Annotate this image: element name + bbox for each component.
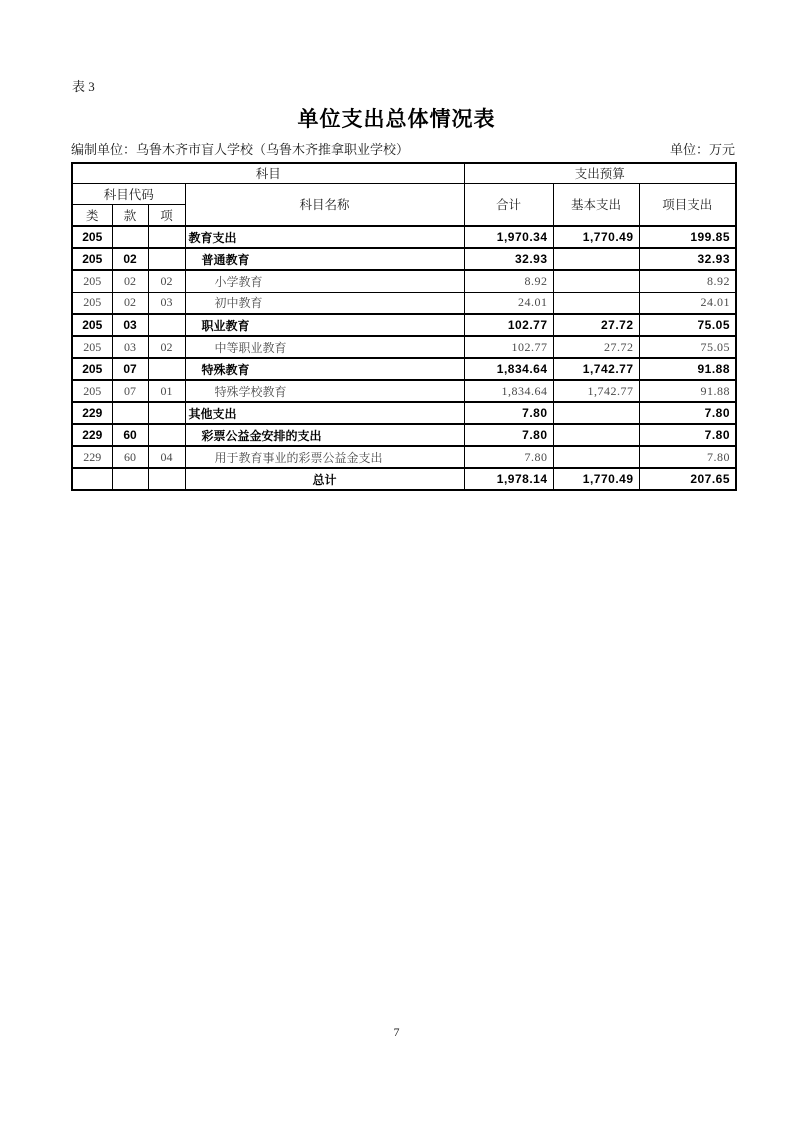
- header-col-item: 项: [148, 204, 185, 226]
- code-section-cell: 03: [112, 336, 148, 358]
- code-class-cell: 205: [72, 248, 112, 270]
- subject-name-cell: 教育支出: [185, 226, 464, 248]
- code-class-cell: [72, 468, 112, 490]
- table-row: [72, 226, 736, 248]
- subject-name-cell: 初中教育: [185, 292, 464, 314]
- table-body: [72, 226, 736, 490]
- code-section-cell: [112, 226, 148, 248]
- code-class-cell: 205: [72, 314, 112, 336]
- table-row: [72, 402, 736, 424]
- header-subject-name: 科目名称: [185, 183, 464, 226]
- code-item-cell: 01: [148, 380, 185, 402]
- total-cell: 1,970.34: [464, 226, 553, 248]
- basic-cell: [553, 402, 639, 424]
- table-row: [72, 446, 736, 468]
- project-cell: 91.88: [639, 380, 736, 402]
- page-number: 7: [393, 1025, 400, 1039]
- basic-cell: 27.72: [553, 336, 639, 358]
- unit-label: 单位：万元: [669, 142, 735, 157]
- code-class-cell: 229: [72, 446, 112, 468]
- page-title: 单位支出总体情况表: [297, 108, 496, 131]
- expenditure-table: [71, 162, 737, 491]
- code-section-cell: 60: [112, 424, 148, 446]
- project-cell: 7.80: [639, 402, 736, 424]
- basic-cell: 27.72: [553, 314, 639, 336]
- code-class-cell: 229: [72, 402, 112, 424]
- total-cell: 7.80: [464, 446, 553, 468]
- table-row: [72, 358, 736, 380]
- basic-cell: 1,770.49: [553, 468, 639, 490]
- total-cell: 8.92: [464, 270, 553, 292]
- table-row: [72, 248, 736, 270]
- total-cell: 1,978.14: [464, 468, 553, 490]
- subject-name-cell: 总计: [185, 468, 464, 490]
- project-cell: 7.80: [639, 424, 736, 446]
- header-col-section: 款: [112, 204, 148, 226]
- total-cell: 102.77: [464, 314, 553, 336]
- basic-cell: [553, 248, 639, 270]
- basic-cell: 1,742.77: [553, 358, 639, 380]
- code-section-cell: [112, 402, 148, 424]
- code-section-cell: 03: [112, 314, 148, 336]
- project-cell: 24.01: [639, 292, 736, 314]
- basic-cell: 1,770.49: [553, 226, 639, 248]
- basic-cell: [553, 270, 639, 292]
- code-class-cell: 205: [72, 358, 112, 380]
- code-class-cell: 205: [72, 292, 112, 314]
- code-section-cell: 07: [112, 380, 148, 402]
- project-cell: 7.80: [639, 446, 736, 468]
- header-subject-code: 科目代码: [72, 183, 185, 204]
- header-col-class: 类: [72, 204, 112, 226]
- basic-cell: [553, 446, 639, 468]
- table-row: [72, 336, 736, 358]
- subject-name-cell: 彩票公益金安排的支出: [185, 424, 464, 446]
- basic-cell: 1,742.77: [553, 380, 639, 402]
- code-section-cell: 02: [112, 270, 148, 292]
- prepared-by-label: 编制单位：乌鲁木齐市盲人学校（乌鲁木齐推拿职业学校）: [71, 142, 410, 157]
- code-section-cell: [112, 468, 148, 490]
- code-section-cell: 02: [112, 292, 148, 314]
- total-cell: 7.80: [464, 402, 553, 424]
- subject-name-cell: 中等职业教育: [185, 336, 464, 358]
- basic-cell: [553, 424, 639, 446]
- total-cell: 24.01: [464, 292, 553, 314]
- code-class-cell: 205: [72, 270, 112, 292]
- code-class-cell: 205: [72, 336, 112, 358]
- project-cell: 75.05: [639, 336, 736, 358]
- total-cell: 102.77: [464, 336, 553, 358]
- code-item-cell: [148, 358, 185, 380]
- subject-name-cell: 用于教育事业的彩票公益金支出: [185, 446, 464, 468]
- project-cell: 199.85: [639, 226, 736, 248]
- info-line: [71, 139, 735, 158]
- table-number-label: 表 3: [72, 79, 95, 94]
- table-row: [72, 270, 736, 292]
- header-total: 合计: [464, 183, 553, 226]
- code-item-cell: [148, 402, 185, 424]
- project-cell: 75.05: [639, 314, 736, 336]
- code-item-cell: [148, 226, 185, 248]
- header-budget-group: 支出预算: [464, 163, 736, 183]
- code-class-cell: 229: [72, 424, 112, 446]
- header-project: 项目支出: [639, 183, 736, 226]
- total-cell: 1,834.64: [464, 380, 553, 402]
- subject-name-cell: 特殊教育: [185, 358, 464, 380]
- subject-name-cell: 特殊学校教育: [185, 380, 464, 402]
- code-item-cell: 02: [148, 270, 185, 292]
- code-section-cell: 02: [112, 248, 148, 270]
- total-cell: 7.80: [464, 424, 553, 446]
- subject-name-cell: 小学教育: [185, 270, 464, 292]
- table-header: [72, 163, 736, 226]
- header-subject-group: 科目: [72, 163, 464, 183]
- code-item-cell: 03: [148, 292, 185, 314]
- code-item-cell: 04: [148, 446, 185, 468]
- code-section-cell: 60: [112, 446, 148, 468]
- basic-cell: [553, 292, 639, 314]
- project-cell: 32.93: [639, 248, 736, 270]
- table-row: [72, 380, 736, 402]
- code-item-cell: [148, 314, 185, 336]
- subject-name-cell: 普通教育: [185, 248, 464, 270]
- code-item-cell: [148, 468, 185, 490]
- project-cell: 8.92: [639, 270, 736, 292]
- total-cell: 32.93: [464, 248, 553, 270]
- code-class-cell: 205: [72, 380, 112, 402]
- total-cell: 1,834.64: [464, 358, 553, 380]
- table-row: [72, 424, 736, 446]
- table-row: [72, 468, 736, 490]
- header-basic: 基本支出: [553, 183, 639, 226]
- table-row: [72, 292, 736, 314]
- code-section-cell: 07: [112, 358, 148, 380]
- project-cell: 207.65: [639, 468, 736, 490]
- subject-name-cell: 其他支出: [185, 402, 464, 424]
- project-cell: 91.88: [639, 358, 736, 380]
- subject-name-cell: 职业教育: [185, 314, 464, 336]
- code-class-cell: 205: [72, 226, 112, 248]
- code-item-cell: [148, 424, 185, 446]
- code-item-cell: 02: [148, 336, 185, 358]
- table-row: [72, 314, 736, 336]
- code-item-cell: [148, 248, 185, 270]
